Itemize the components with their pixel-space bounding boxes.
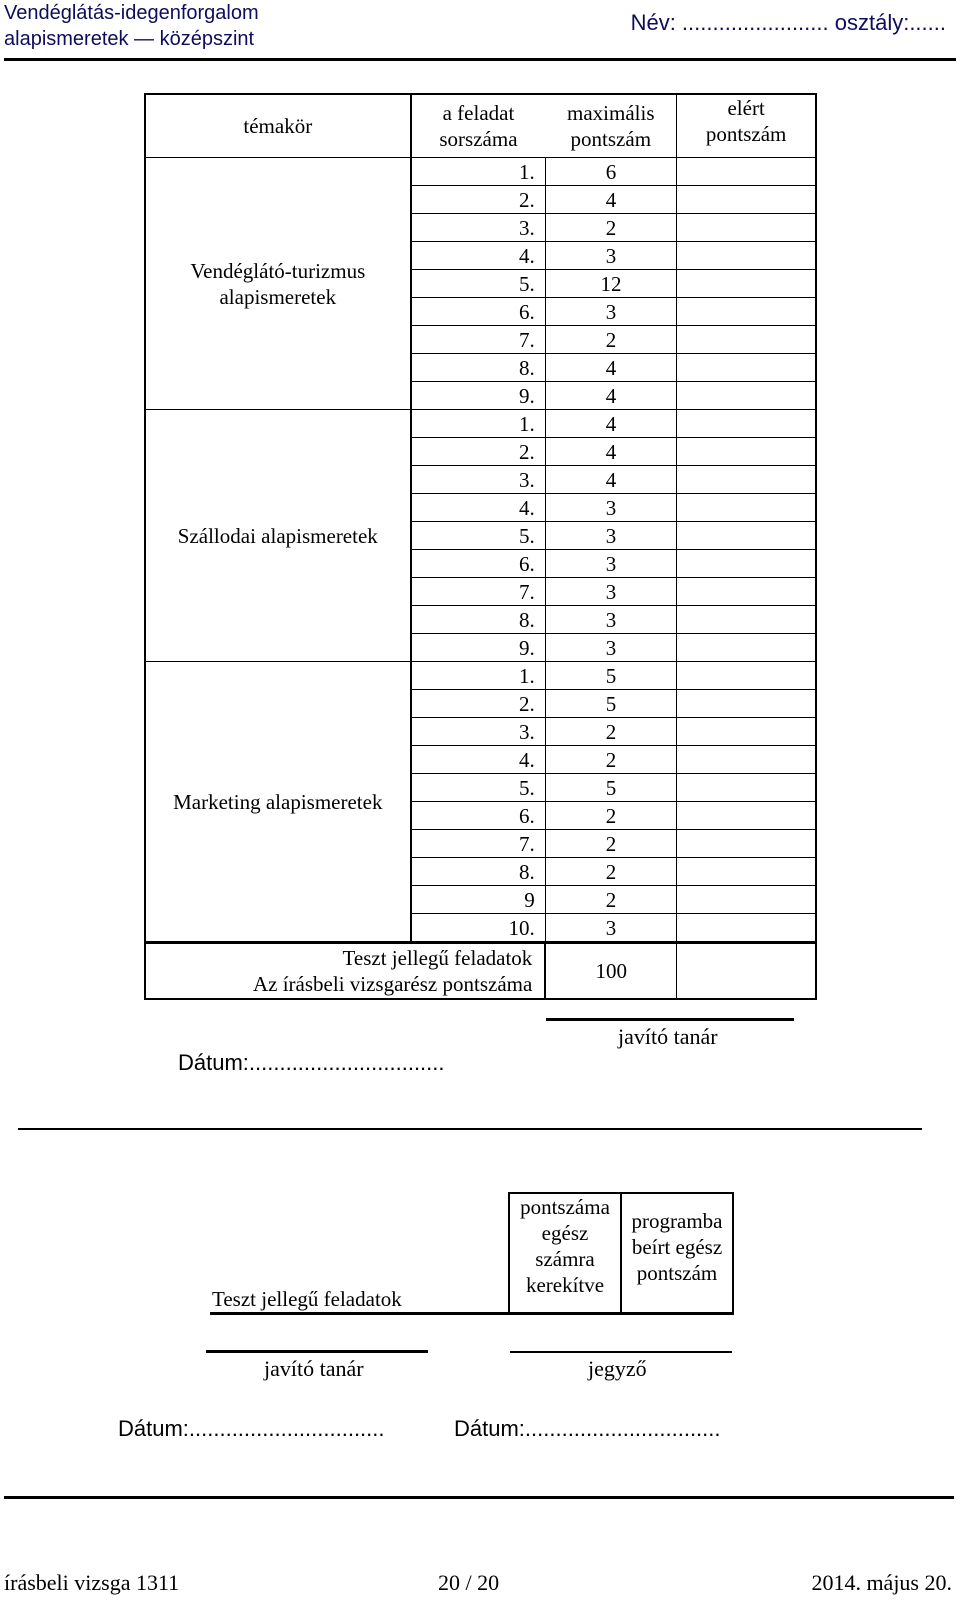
topic-cell: Vendéglátó-turizmus alapismeretek — [145, 158, 411, 410]
header-name-class: Név: ........................ osztály:...... — [630, 10, 946, 35]
achieved-points-cell[interactable] — [677, 158, 816, 186]
footer-date: 2014. május 20. — [811, 1570, 952, 1595]
task-number-cell: 6. — [411, 550, 546, 578]
achieved-points-cell[interactable] — [677, 606, 816, 634]
achieved-points-cell[interactable] — [677, 354, 816, 382]
achieved-points-cell[interactable] — [677, 550, 816, 578]
max-points-cell: 4 — [545, 410, 676, 438]
achieved-points-cell[interactable] — [677, 382, 816, 410]
achieved-points-cell[interactable] — [677, 858, 816, 886]
teacher-role-label-2: javító tanár — [264, 1356, 364, 1381]
footer-page-number: 20 / 20 — [438, 1570, 500, 1595]
max-points-cell: 2 — [545, 858, 676, 886]
task-number-cell: 2. — [411, 438, 546, 466]
header-divider — [4, 58, 956, 61]
task-number-cell: 8. — [411, 354, 546, 382]
task-number-cell: 7. — [411, 578, 546, 606]
achieved-points-cell[interactable] — [677, 326, 816, 354]
task-number-cell: 3. — [411, 718, 546, 746]
table-header-row — [145, 94, 816, 158]
task-number-cell: 4. — [411, 746, 546, 774]
max-points-cell: 3 — [545, 634, 676, 662]
achieved-points-cell[interactable] — [677, 270, 816, 298]
rounded-score-cell[interactable] — [509, 1193, 621, 1314]
total-max-points: 100 — [545, 943, 676, 1000]
score-table — [144, 93, 817, 1000]
header-subject-line2: alapismeretek — középszint — [4, 28, 255, 50]
task-number-cell: 2. — [411, 186, 546, 214]
task-number-cell: 3. — [411, 214, 546, 242]
achieved-points-cell[interactable] — [677, 914, 816, 943]
max-points-cell: 2 — [545, 326, 676, 354]
task-number-cell: 4. — [411, 242, 546, 270]
achieved-points-cell[interactable] — [677, 634, 816, 662]
max-points-cell: 3 — [545, 522, 676, 550]
entered-score-header — [622, 1208, 732, 1286]
achieved-points-cell[interactable] — [677, 214, 816, 242]
task-number-cell: 1. — [411, 158, 546, 186]
achieved-points-cell[interactable] — [677, 774, 816, 802]
task-number-cell: 2. — [411, 690, 546, 718]
max-points-cell: 4 — [545, 186, 676, 214]
task-number-cell: 4. — [411, 494, 546, 522]
max-points-cell: 4 — [545, 466, 676, 494]
achieved-points-cell[interactable] — [677, 690, 816, 718]
section-divider — [18, 1128, 922, 1130]
task-number-cell: 6. — [411, 298, 546, 326]
achieved-points-cell[interactable] — [677, 830, 816, 858]
table-row — [145, 410, 816, 438]
signature-line-notary — [510, 1351, 732, 1353]
max-points-cell: 3 — [545, 494, 676, 522]
total-row — [145, 943, 816, 1000]
max-points-cell: 3 — [545, 578, 676, 606]
achieved-points-cell[interactable] — [677, 746, 816, 774]
header-max-points: maximális pontszám — [545, 94, 676, 158]
task-number-cell: 5. — [411, 522, 546, 550]
achieved-points-cell[interactable] — [677, 886, 816, 914]
achieved-points-cell[interactable] — [677, 186, 816, 214]
header-subject-line1: Vendéglátás-idegenforgalom — [4, 2, 259, 24]
topic-cell: Marketing alapismeretek — [145, 662, 411, 943]
max-points-cell: 12 — [545, 270, 676, 298]
rounded-score-header-line: pontszáma — [520, 1195, 610, 1219]
entered-score-header-line: pontszám — [636, 1261, 718, 1285]
task-number-cell: 5. — [411, 270, 546, 298]
max-points-cell: 5 — [545, 690, 676, 718]
task-number-cell: 9. — [411, 382, 546, 410]
rounded-score-header — [510, 1194, 620, 1298]
teacher-role-label: javító tanár — [618, 1024, 718, 1049]
achieved-points-cell[interactable] — [677, 662, 816, 690]
max-points-cell: 2 — [545, 746, 676, 774]
achieved-points-cell[interactable] — [677, 242, 816, 270]
max-points-cell: 2 — [545, 214, 676, 242]
task-number-cell: 7. — [411, 830, 546, 858]
max-points-cell: 2 — [545, 718, 676, 746]
footer-exam-code: írásbeli vizsga 1311 — [4, 1570, 180, 1595]
task-number-cell: 9 — [411, 886, 546, 914]
max-points-cell: 3 — [545, 298, 676, 326]
task-number-cell: 8. — [411, 606, 546, 634]
table-row — [145, 158, 816, 186]
rounding-table — [210, 1192, 734, 1315]
task-number-cell: 7. — [411, 326, 546, 354]
achieved-points-cell[interactable] — [677, 438, 816, 466]
date-field-1[interactable]: Dátum:................................ — [178, 1050, 445, 1075]
achieved-points-cell[interactable] — [677, 718, 816, 746]
max-points-cell: 3 — [545, 606, 676, 634]
max-points-cell: 6 — [545, 158, 676, 186]
achieved-points-cell[interactable] — [677, 494, 816, 522]
rounded-score-header-line: kerekítve — [525, 1273, 605, 1297]
achieved-points-cell[interactable] — [677, 466, 816, 494]
total-achieved-points[interactable] — [677, 943, 816, 1000]
notary-role-label: jegyző — [588, 1356, 647, 1381]
achieved-points-cell[interactable] — [677, 298, 816, 326]
max-points-cell: 2 — [545, 886, 676, 914]
task-number-cell: 1. — [411, 410, 546, 438]
max-points-cell: 4 — [545, 382, 676, 410]
achieved-points-cell[interactable] — [677, 410, 816, 438]
max-points-cell: 4 — [545, 438, 676, 466]
header-subject — [4, 0, 259, 52]
footer-divider — [4, 1496, 954, 1499]
header-task-number: a feladat sorszáma — [411, 94, 546, 158]
max-points-cell: 2 — [545, 830, 676, 858]
rounding-table-label: Teszt jellegű feladatok — [210, 1193, 509, 1314]
task-number-cell: 8. — [411, 858, 546, 886]
task-number-cell: 6. — [411, 802, 546, 830]
total-label: Teszt jellegű feladatok Az írásbeli vizsgarész pontszáma — [145, 943, 545, 1000]
topic-cell: Szállodai alapismeretek — [145, 410, 411, 662]
achieved-points-cell[interactable] — [677, 802, 816, 830]
max-points-cell: 3 — [545, 242, 676, 270]
task-number-cell: 10. — [411, 914, 546, 943]
signature-line-teacher — [546, 1018, 794, 1021]
max-points-cell: 4 — [545, 354, 676, 382]
rounded-score-header-line: számra — [535, 1247, 595, 1271]
entered-score-cell[interactable] — [621, 1193, 733, 1314]
max-points-cell: 5 — [545, 662, 676, 690]
date-field-2[interactable]: Dátum:................................ — [118, 1416, 385, 1441]
achieved-points-cell[interactable] — [677, 578, 816, 606]
max-points-cell: 3 — [545, 550, 676, 578]
max-points-cell: 3 — [545, 914, 676, 943]
rounded-score-header-line: egész — [541, 1221, 589, 1245]
entered-score-header-line: beírt egész — [631, 1235, 723, 1259]
max-points-cell: 2 — [545, 802, 676, 830]
table-row — [145, 662, 816, 690]
max-points-cell: 5 — [545, 774, 676, 802]
task-number-cell: 9. — [411, 634, 546, 662]
header-topic: témakör — [145, 94, 411, 158]
entered-score-header-line: programba — [631, 1209, 723, 1233]
signature-line-teacher-2 — [206, 1350, 428, 1353]
achieved-points-cell[interactable] — [677, 522, 816, 550]
header-achieved-points: elért pontszám — [677, 94, 816, 158]
task-number-cell: 5. — [411, 774, 546, 802]
task-number-cell: 1. — [411, 662, 546, 690]
task-number-cell: 3. — [411, 466, 546, 494]
date-field-3[interactable]: Dátum:................................ — [454, 1416, 721, 1441]
